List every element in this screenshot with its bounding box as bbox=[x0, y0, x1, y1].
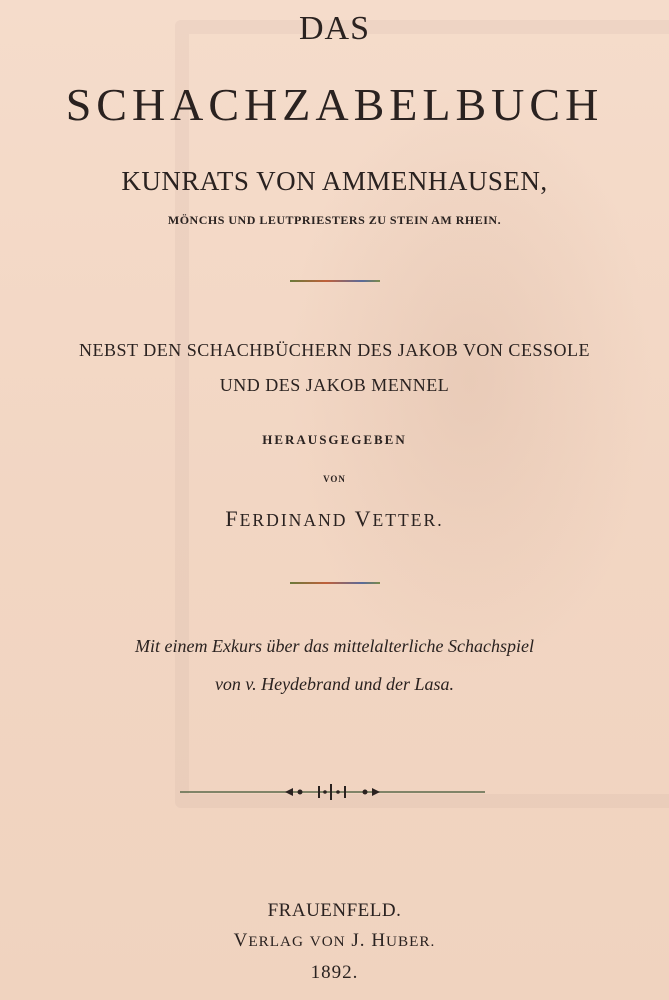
edited-by-label: HERAUSGEGEBEN bbox=[262, 432, 407, 447]
editor-first-initial: F bbox=[225, 506, 240, 531]
editor-last-rest: ETTER. bbox=[372, 510, 444, 530]
verlag-initial: V bbox=[233, 930, 249, 951]
main-title: SCHACHZABELBUCH bbox=[65, 79, 604, 130]
title-das: DAS bbox=[298, 10, 371, 47]
verlag-rest: ERLAG bbox=[248, 933, 304, 950]
author-line: KUNRATS VON AMMENHAUSEN, bbox=[121, 166, 548, 196]
publisher-von: VON bbox=[309, 933, 346, 950]
editor-first-rest: ERDINAND bbox=[239, 510, 348, 530]
divider-rule-top bbox=[290, 280, 380, 282]
editor-last-initial: V bbox=[354, 506, 373, 531]
subtitle-line-2: UND DES JAKOB MENNEL bbox=[219, 375, 450, 395]
ornament-divider bbox=[180, 780, 485, 804]
publisher-surname-initial: H bbox=[371, 930, 387, 951]
excursus-line-1: Mit einem Exkurs über das mittelalterliche Schachspiel bbox=[135, 636, 534, 656]
publisher-line bbox=[0, 930, 669, 952]
divider-rule-middle bbox=[290, 582, 380, 584]
von-label: VON bbox=[323, 474, 346, 484]
publisher-initial: J. bbox=[351, 930, 366, 951]
author-role-line: MÖNCHS UND LEUTPRIESTERS ZU STEIN AM RHEIN. bbox=[167, 213, 502, 227]
subtitle-line-1: NEBST DEN SCHACHBÜCHERN DES JAKOB VON CESSOLE bbox=[79, 340, 590, 360]
excursus-line-2: von v. Heydebrand und der Lasa. bbox=[214, 674, 455, 694]
publication-year: 1892. bbox=[310, 962, 359, 983]
publisher-surname-rest: UBER. bbox=[386, 933, 436, 950]
place-of-publication: FRAUENFELD. bbox=[267, 900, 402, 921]
editor-name bbox=[0, 506, 669, 532]
